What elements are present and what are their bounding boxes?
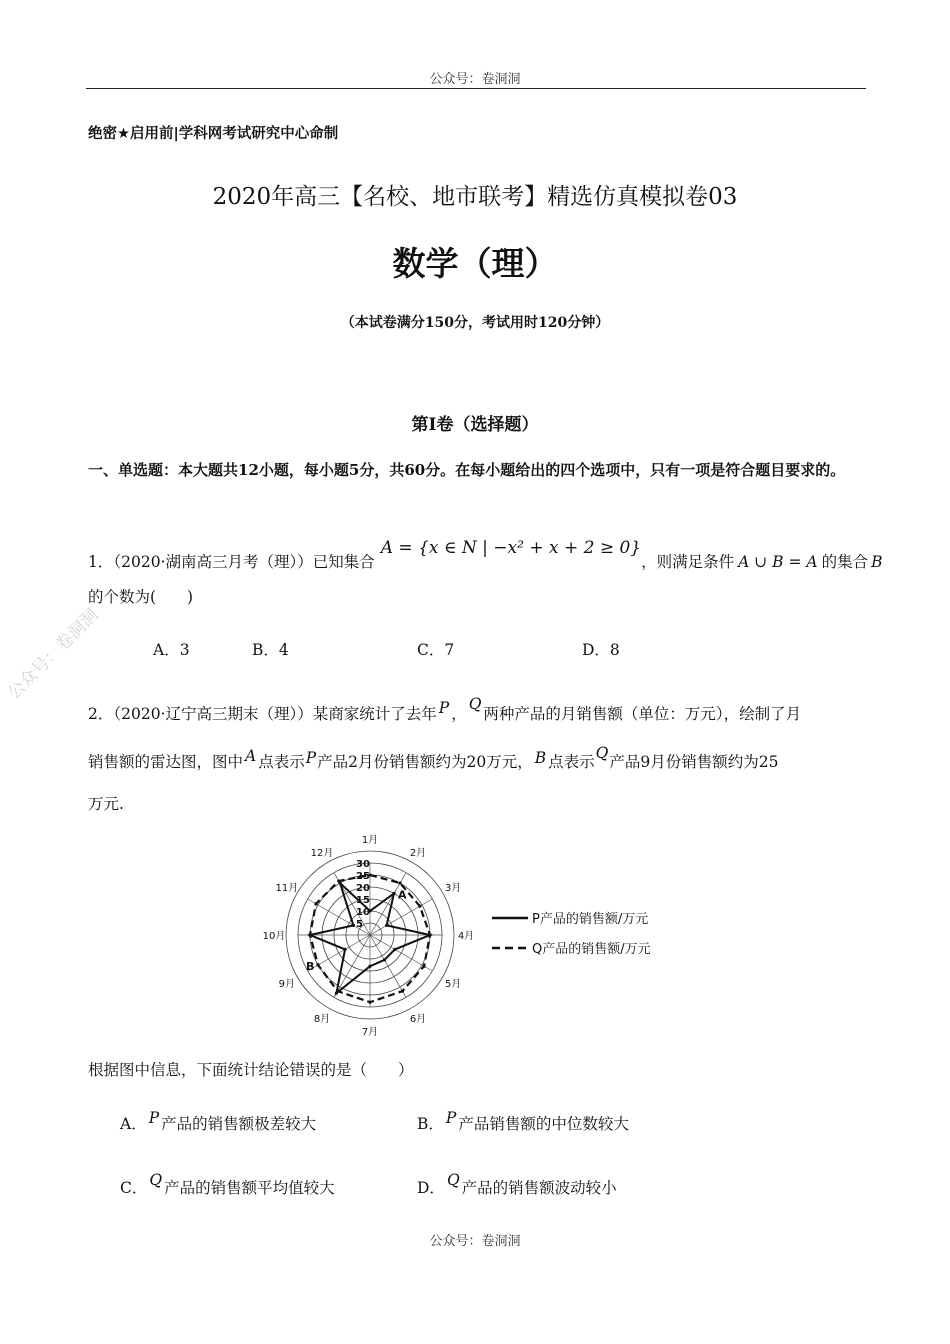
radar-point-p-7 bbox=[368, 965, 371, 968]
q2-line2-b: 点表示 bbox=[258, 753, 305, 771]
radar-point-p-2 bbox=[392, 892, 395, 895]
radar-month-label-10: 10月 bbox=[262, 931, 286, 942]
q2-line2-c: 产品2月份销售额约为20万元， bbox=[317, 753, 533, 771]
radar-point-q-7 bbox=[368, 1001, 371, 1004]
radar-tick-label-30: 30 bbox=[356, 859, 370, 870]
radar-point-q-6 bbox=[401, 990, 404, 993]
q2-sep: ， bbox=[451, 705, 467, 723]
q2-option-c[interactable] bbox=[120, 1171, 335, 1198]
radar-month-label-4: 4月 bbox=[457, 931, 475, 942]
radar-point-q-8 bbox=[336, 990, 339, 993]
header-rule bbox=[86, 88, 866, 89]
q1-condition: A ∪ B = A bbox=[738, 553, 818, 571]
q2-option-b-letter: B． bbox=[417, 1115, 444, 1133]
q2-option-d-var: Q bbox=[446, 1171, 460, 1189]
q2-option-d-letter: D． bbox=[417, 1179, 445, 1197]
q2-option-c-text: 产品的销售额平均值较大 bbox=[164, 1179, 335, 1197]
page-header: 公众号：卷洞洞 bbox=[429, 72, 521, 87]
radar-point-p-6 bbox=[383, 958, 386, 961]
radar-point-q-10 bbox=[308, 933, 311, 936]
q1-prefix: 1．（2020·湖南高三月考（理））已知集合 bbox=[88, 553, 375, 571]
radar-point-q-3 bbox=[418, 905, 421, 908]
radar-tick-label-10: 10 bbox=[356, 907, 370, 918]
q1-line1 bbox=[88, 538, 883, 572]
q2-option-c-letter: C． bbox=[120, 1179, 148, 1197]
radar-spoke-8 bbox=[334, 935, 370, 997]
radar-month-label-6: 6月 bbox=[409, 1014, 427, 1026]
radar-tick-label-15: 15 bbox=[356, 895, 370, 906]
radar-tick-label-25: 25 bbox=[356, 871, 370, 882]
q1-mid: ，则满足条件 bbox=[641, 553, 735, 571]
legend-label-q: Q产品的销售额/万元 bbox=[532, 942, 651, 957]
q1-option-b[interactable]: B．4 bbox=[252, 641, 289, 659]
q2-var-a: A bbox=[245, 747, 257, 765]
q2-var-q: Q bbox=[468, 695, 482, 713]
q2-option-a[interactable] bbox=[120, 1109, 317, 1134]
section-instructions: 一、单选题：本大题共12小题，每小题5分，共60分。在每小题给出的四个选项中，只有一项是符合题目要求的。 bbox=[88, 461, 846, 479]
q2-option-b-var: P bbox=[445, 1109, 457, 1127]
radar-month-label-12: 12月 bbox=[310, 847, 334, 859]
radar-chart bbox=[262, 835, 690, 1038]
radar-month-label-3: 3月 bbox=[444, 883, 462, 894]
radar-point-p-11 bbox=[352, 924, 355, 927]
q1-option-a[interactable]: A．3 bbox=[153, 641, 190, 659]
radar-tick-label-5: 5 bbox=[356, 919, 363, 930]
q2-line1-a: 2．（2020·辽宁高三期末（理））某商家统计了去年 bbox=[88, 705, 437, 723]
q1-line2: 的个数为( ) bbox=[88, 588, 194, 606]
q2-line2 bbox=[88, 744, 779, 772]
legend-label-p: P产品的销售额/万元 bbox=[532, 912, 649, 927]
section-title: 第Ⅰ卷（选择题） bbox=[411, 415, 539, 435]
q2-question: 根据图中信息，下面统计结论错误的是（ ） bbox=[88, 1061, 414, 1079]
radar-point-q-9 bbox=[316, 963, 319, 966]
q2-option-b[interactable] bbox=[417, 1109, 629, 1134]
q1-option-d[interactable]: D．8 bbox=[582, 641, 620, 659]
radar-month-label-8: 8月 bbox=[313, 1014, 331, 1026]
radar-tick-label-20: 20 bbox=[356, 883, 370, 894]
radar-point-label-a: A bbox=[398, 888, 407, 902]
q2-option-d[interactable] bbox=[417, 1171, 617, 1198]
radar-point-q-5 bbox=[422, 965, 425, 968]
radar-point-p-3 bbox=[385, 924, 388, 927]
secret-line: 绝密★启用前|学科网考试研究中心命制 bbox=[88, 126, 339, 142]
q2-line1 bbox=[88, 695, 802, 724]
radar-month-label-7: 7月 bbox=[361, 1027, 379, 1038]
radar-spoke-6 bbox=[370, 935, 406, 997]
q2-option-a-letter: A． bbox=[120, 1115, 147, 1133]
q2-option-b-text: 产品销售额的中位数较大 bbox=[458, 1115, 629, 1133]
radar-month-label-9: 9月 bbox=[278, 979, 296, 990]
radar-point-q-11 bbox=[314, 902, 317, 905]
q2-var-b: B bbox=[534, 749, 547, 767]
radar-legend bbox=[492, 911, 651, 957]
q2-option-a-text: 产品的销售额极差较大 bbox=[161, 1115, 317, 1133]
q2-var-p-2: P bbox=[305, 749, 317, 767]
exam-note: （本试卷满分150分，考试用时120分钟） bbox=[340, 315, 610, 331]
q2-line2-d: 点表示 bbox=[548, 753, 595, 771]
radar-month-label-1: 1月 bbox=[361, 835, 379, 846]
q2-line1-b: 两种产品的月销售额（单位：万元），绘制了月 bbox=[483, 705, 802, 723]
q2-line2-e: 产品9月份销售额约为25 bbox=[609, 753, 779, 771]
q1-option-c[interactable]: C．7 bbox=[417, 641, 455, 659]
q2-option-c-var: Q bbox=[149, 1171, 163, 1189]
q2-var-q-2: Q bbox=[595, 744, 609, 762]
q1-var-b: B bbox=[871, 553, 883, 571]
radar-point-q-2 bbox=[398, 881, 401, 884]
q2-line2-a: 销售额的雷达图，图中 bbox=[88, 753, 244, 771]
q1-set-formula: A = {x ∈ N | −x² + x + 2 ≥ 0} bbox=[380, 538, 642, 558]
radar-point-p-5 bbox=[393, 948, 396, 951]
diagonal-watermark: 公众号：卷洞洞 bbox=[4, 605, 103, 704]
radar-point-label-b: B bbox=[306, 960, 315, 973]
radar-month-label-11: 11月 bbox=[275, 883, 299, 894]
subject-title: 数学（理） bbox=[392, 244, 558, 283]
radar-month-label-2: 2月 bbox=[409, 847, 427, 859]
exam-title: 2020年高三【名校、地市联考】精选仿真模拟卷03 bbox=[212, 184, 738, 210]
radar-point-q-12 bbox=[337, 879, 340, 882]
page-footer: 公众号：卷洞洞 bbox=[429, 1234, 521, 1249]
radar-point-q-4 bbox=[428, 933, 431, 936]
radar-month-label-5: 5月 bbox=[444, 979, 462, 990]
q2-var-p: P bbox=[438, 699, 450, 717]
radar-point-p-9 bbox=[343, 948, 346, 951]
q2-option-d-text: 产品的销售额波动较小 bbox=[461, 1179, 617, 1197]
q1-suffix: 的集合 bbox=[821, 553, 869, 571]
q2-option-a-var: P bbox=[148, 1109, 160, 1127]
q2-line3: 万元. bbox=[88, 795, 124, 813]
